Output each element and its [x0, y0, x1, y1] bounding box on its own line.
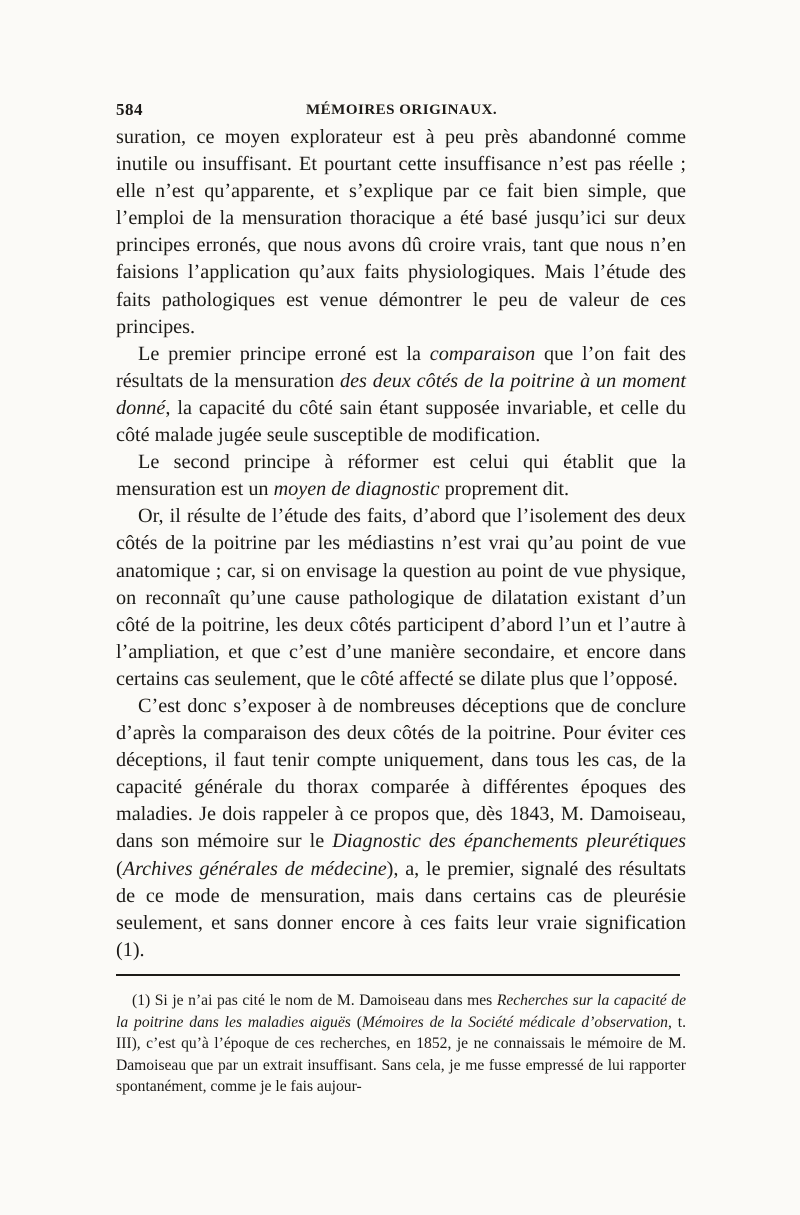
- p3-emphasis-diagnostic: moyen de diagnostic: [273, 478, 440, 501]
- footnote-text-c: (: [350, 1013, 362, 1031]
- paragraph-5: [116, 693, 686, 964]
- p2-text-e: , la capacité du côté sain étant supposée invariable, et celle du côté malade jugée seule susceptible de modification.: [116, 396, 686, 447]
- running-title: MÉMOIRES ORIGINAUX.: [306, 102, 498, 118]
- footnote-1: [116, 990, 686, 1098]
- paragraph-3: [116, 449, 686, 503]
- p5-text-e: ), a, le premier, signalé des résultats de ce mode de mensuration, mais dans certains cas de pleurésie seulement, et sans donner encore à ces faits leur vraie signification (1).: [116, 857, 686, 961]
- footnote-emphasis-recherches: Recherches sur la capacité de la poitrine dans les maladies aiguës: [116, 991, 687, 1031]
- p5-text-a: C’est donc s’exposer à de nombreuses déceptions que de conclure d’après la comparaison des deux côtés de la poitrine. Pour éviter ces déceptions, il faut tenir compte uniquement, dans tous les cas, de la capacité générale du thorax comparée à différentes époques des maladies. Je dois rappeler à ce propos que, dès 1843, M. Damoiseau, dans son mémoire sur le: [116, 694, 686, 853]
- paragraph-4: Or, il résulte de l’étude des faits, d’abord que l’isolement des deux côtés de la poitrine par les médiastins n’est vrai qu’au point de vue anatomique ; car, si on envisage la question au point de vue physique, on reconnaît qu’une cause pathologique de dilatation existant d’un côté de la poitrine, les deux côtés participent d’abord l’un et l’autre à l’ampliation, et que c’est d’une manière secondaire, et encore dans certains cas seulement, que le côté affecté se dilate plus que l’opposé.: [116, 505, 686, 690]
- footnote-text-a: (1) Si je n’ai pas cité le nom de M. Damoiseau dans mes: [132, 991, 497, 1009]
- p2-text-c: que l’on fait des résultats de la mensuration: [116, 342, 686, 392]
- p5-emphasis-archives: Archives générales de médecine: [122, 857, 387, 880]
- p2-emphasis-comparaison: comparaison: [429, 342, 536, 365]
- book-page: [116, 96, 686, 1098]
- p2-emphasis-deux-cotes: des deux côtés de la poitrine à un moment donné: [116, 369, 686, 419]
- page-number: 584: [116, 100, 143, 119]
- footnote-text-e: , t. III), c’est qu’à l’époque de ces recherches, en 1852, je ne connaissais le mémoire de M. Damoiseau que par un extrait insuffisant. Sans cela, je me fusse empressé de lui rapporter spontanément, comme je le fais aujour-: [116, 1013, 686, 1096]
- p2-text-a: Le premier principe erroné est la: [138, 342, 430, 365]
- footnote-emphasis-memoires: Mémoires de la Société médicale d’observation: [361, 1013, 668, 1031]
- p5-text-c: (: [116, 857, 123, 880]
- paragraph-1: suration, ce moyen explorateur est à peu près abandonné comme inutile ou insuffisant. Et pourtant cette insuffisance n’est pas réelle ; elle n’est qu’apparente, et s’explique par ce fait bien simple, que l’emploi de la mensuration thoracique a été basé jusqu’ici sur deux principes erronés, que nous avons dû croire vrais, tant que nous n’en faisions l’application qu’aux faits physiologiques. Mais l’étude des faits pathologiques est venue démontrer le peu de valeur de ces principes.: [116, 126, 686, 338]
- page-header: [116, 96, 686, 124]
- footnote-divider: [116, 974, 680, 976]
- p3-text-c: proprement dit.: [439, 478, 570, 501]
- paragraph-2: [116, 341, 686, 449]
- main-text: [116, 124, 686, 964]
- p3-text-a: Le second principe à réformer est celui qui établit que la mensuration est un: [116, 451, 686, 501]
- footnote: [116, 990, 686, 1098]
- p5-emphasis-diagnostic-title: Diagnostic des épanchements pleurétiques: [332, 830, 686, 853]
